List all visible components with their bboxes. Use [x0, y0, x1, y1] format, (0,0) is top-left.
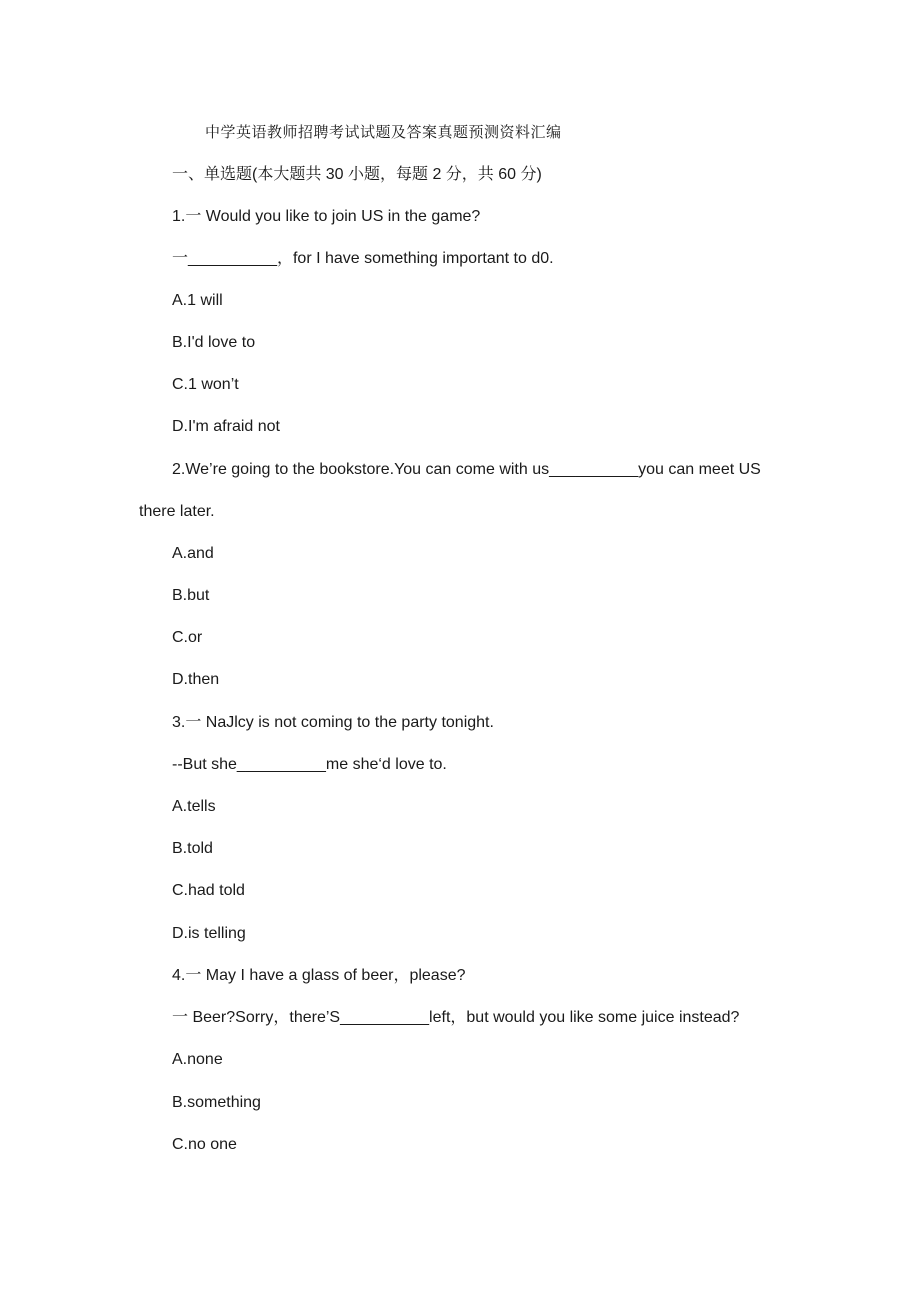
question-2-option-d: D.then [172, 671, 220, 688]
question-2-stem-continued: there later. [139, 503, 215, 520]
question-1-stem: 1.一 Would you like to join US in the game? [172, 208, 481, 225]
document-title: 中学英语教师招聘考试试题及答案真题预测资料汇编 [205, 123, 562, 141]
question-3-option-d: D.is telling [172, 925, 246, 942]
question-1-option-a: A.1 will [172, 292, 223, 309]
question-2-option-a: A.and [172, 545, 214, 562]
question-3-stem: 3.一 NaJlcy is not coming to the party tonight. [172, 714, 494, 731]
question-4-option-b: B.something [172, 1094, 261, 1111]
question-2-option-c: C.or [172, 629, 203, 646]
question-1-dialogue: 一__________，for I have something important to d0. [172, 250, 554, 267]
question-4-dialogue: 一 Beer?Sorry，there’S__________left，but would you like some juice instead? [172, 1009, 740, 1026]
question-4-option-c: C.no one [172, 1136, 237, 1153]
question-2-stem: 2.We’re going to the bookstore.You can come with us__________you can meet US [172, 461, 761, 478]
question-1-option-c: C.1 won’t [172, 376, 239, 393]
question-2-option-b: B.but [172, 587, 210, 604]
question-3-option-a: A.tells [172, 798, 216, 815]
question-3-dialogue: --But she__________me she‘d love to. [172, 756, 447, 773]
question-3-option-c: C.had told [172, 882, 245, 899]
question-3-option-b: B.told [172, 840, 213, 857]
question-1-option-d: D.I'm afraid not [172, 418, 280, 435]
section-heading: 一、单选题(本大题共 30 小题，每题 2 分，共 60 分) [172, 166, 542, 183]
question-4-option-a: A.none [172, 1051, 223, 1068]
question-4-stem: 4.一 May I have a glass of beer，please? [172, 967, 466, 984]
question-1-option-b: B.I'd love to [172, 334, 256, 351]
